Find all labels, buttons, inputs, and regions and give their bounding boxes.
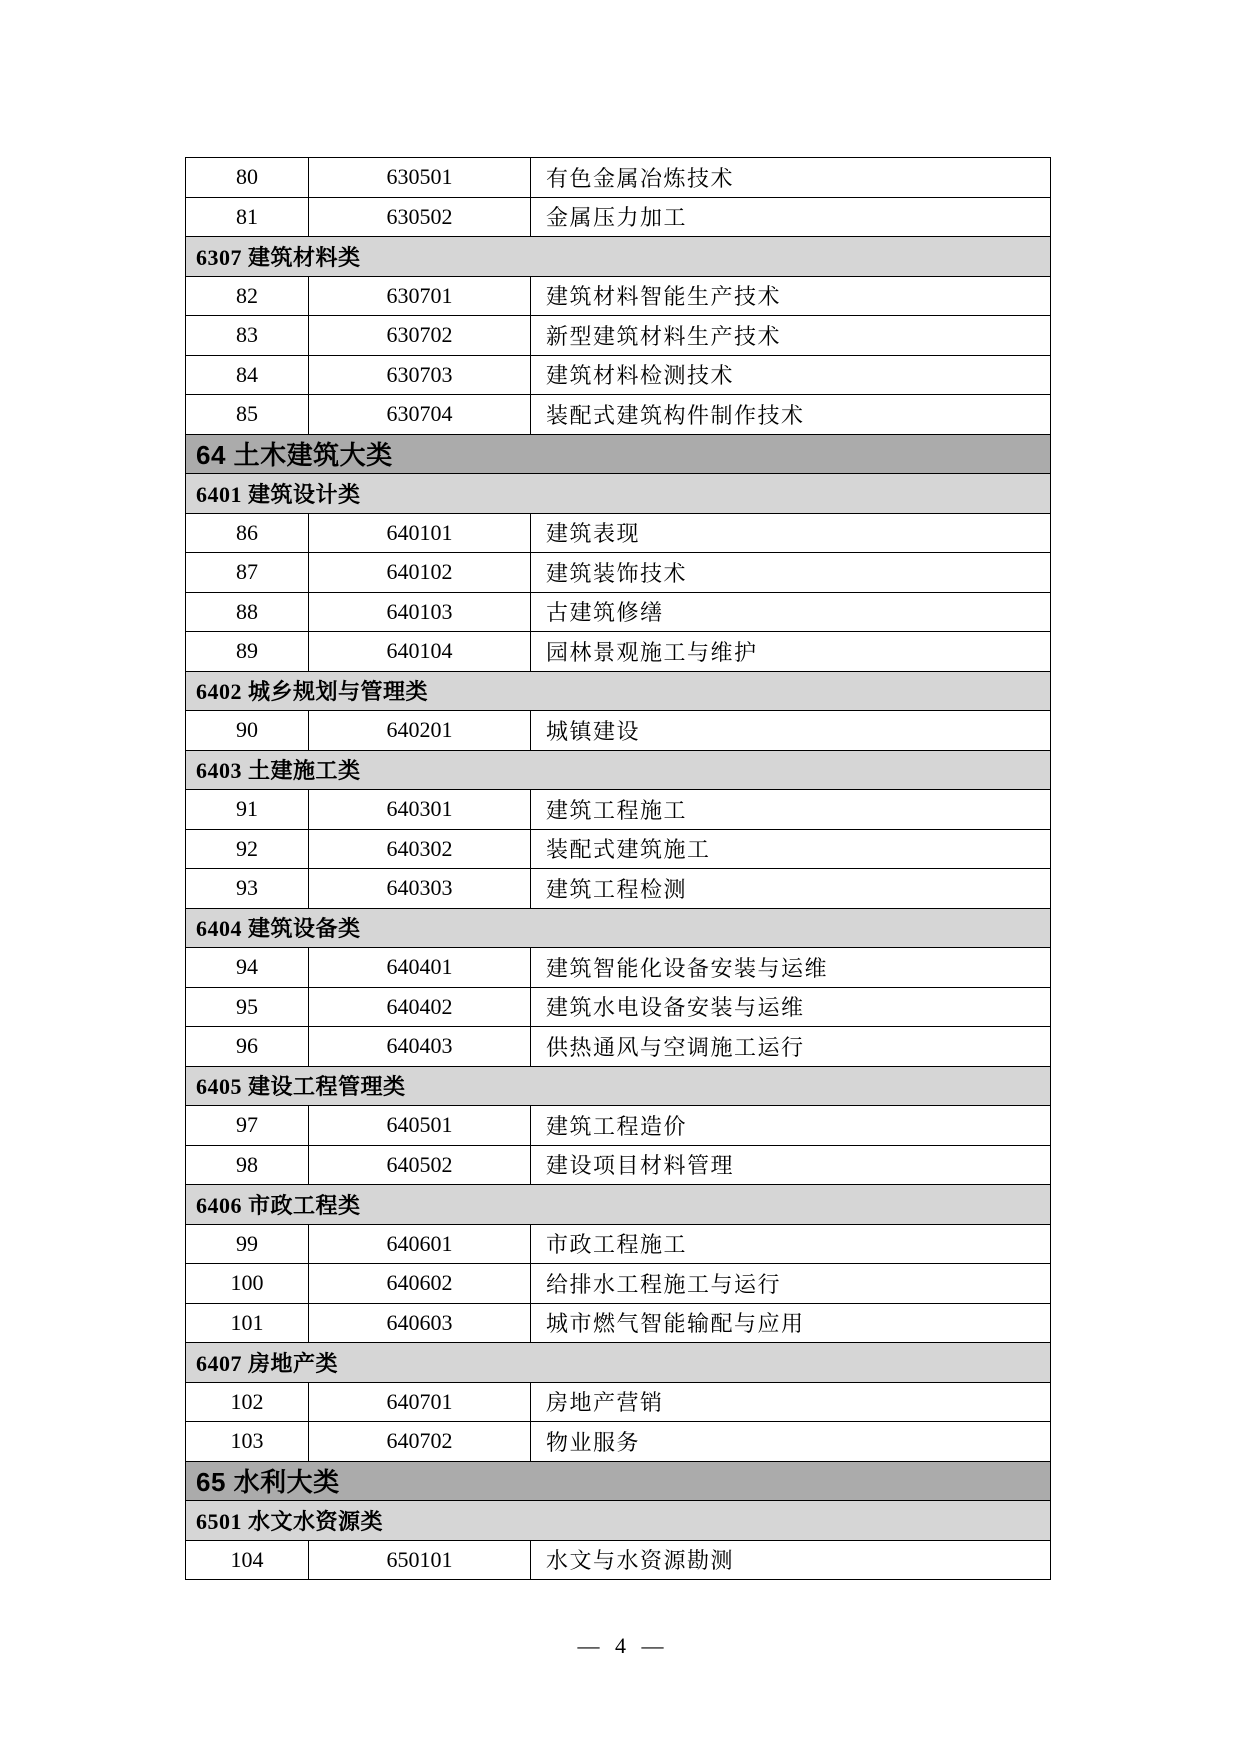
serial-number-cell: 102	[186, 1382, 309, 1422]
table-row	[186, 592, 1051, 632]
major-name-cell: 供热通风与空调施工运行	[531, 1027, 1051, 1067]
major-name-cell: 装配式建筑构件制作技术	[531, 395, 1051, 435]
serial-number-cell: 95	[186, 987, 309, 1027]
table-row	[186, 197, 1051, 237]
major-code-cell: 640101	[309, 513, 531, 553]
section-header-row	[186, 908, 1051, 948]
major-name-cell: 建筑工程造价	[531, 1106, 1051, 1146]
table-row	[186, 1224, 1051, 1264]
serial-number-cell: 91	[186, 790, 309, 830]
table-row	[186, 1145, 1051, 1185]
major-name-cell: 给排水工程施工与运行	[531, 1264, 1051, 1304]
major-code-cell: 640602	[309, 1264, 531, 1304]
major-code-cell: 630701	[309, 276, 531, 316]
serial-number-cell: 94	[186, 948, 309, 988]
section-header-label: 6403 土建施工类	[186, 750, 1051, 790]
category-header-row	[186, 434, 1051, 474]
majors-table-body	[186, 158, 1051, 1580]
major-code-cell: 650101	[309, 1540, 531, 1580]
major-name-cell: 建筑材料智能生产技术	[531, 276, 1051, 316]
table-row	[186, 790, 1051, 830]
section-header-label: 6401 建筑设计类	[186, 474, 1051, 514]
serial-number-cell: 85	[186, 395, 309, 435]
serial-number-cell: 88	[186, 592, 309, 632]
table-row	[186, 1382, 1051, 1422]
table-row	[186, 355, 1051, 395]
table-row	[186, 553, 1051, 593]
table-row	[186, 395, 1051, 435]
serial-number-cell: 103	[186, 1422, 309, 1462]
serial-number-cell: 83	[186, 316, 309, 356]
major-code-cell: 630501	[309, 158, 531, 198]
major-code-cell: 640303	[309, 869, 531, 909]
major-name-cell: 新型建筑材料生产技术	[531, 316, 1051, 356]
serial-number-cell: 86	[186, 513, 309, 553]
major-code-cell: 640501	[309, 1106, 531, 1146]
major-code-cell: 630702	[309, 316, 531, 356]
major-name-cell: 房地产营销	[531, 1382, 1051, 1422]
major-name-cell: 城市燃气智能输配与应用	[531, 1303, 1051, 1343]
serial-number-cell: 90	[186, 711, 309, 751]
section-header-label: 6405 建设工程管理类	[186, 1066, 1051, 1106]
major-name-cell: 物业服务	[531, 1422, 1051, 1462]
major-name-cell: 建筑表现	[531, 513, 1051, 553]
category-header-label: 65 水利大类	[186, 1461, 1051, 1501]
major-name-cell: 建筑材料检测技术	[531, 355, 1051, 395]
table-row	[186, 513, 1051, 553]
table-row	[186, 987, 1051, 1027]
serial-number-cell: 98	[186, 1145, 309, 1185]
serial-number-cell: 92	[186, 829, 309, 869]
section-header-row	[186, 1343, 1051, 1383]
table-row	[186, 316, 1051, 356]
section-header-label: 6402 城乡规划与管理类	[186, 671, 1051, 711]
major-code-cell: 640502	[309, 1145, 531, 1185]
section-header-label: 6404 建筑设备类	[186, 908, 1051, 948]
section-header-label: 6407 房地产类	[186, 1343, 1051, 1383]
section-header-row	[186, 237, 1051, 277]
table-row	[186, 1106, 1051, 1146]
table-row	[186, 1422, 1051, 1462]
serial-number-cell: 104	[186, 1540, 309, 1580]
major-name-cell: 建筑智能化设备安装与运维	[531, 948, 1051, 988]
major-name-cell: 金属压力加工	[531, 197, 1051, 237]
serial-number-cell: 93	[186, 869, 309, 909]
serial-number-cell: 87	[186, 553, 309, 593]
major-name-cell: 水文与水资源勘测	[531, 1540, 1051, 1580]
major-code-cell: 640603	[309, 1303, 531, 1343]
serial-number-cell: 100	[186, 1264, 309, 1304]
table-row	[186, 711, 1051, 751]
section-header-row	[186, 1066, 1051, 1106]
serial-number-cell: 89	[186, 632, 309, 672]
major-name-cell: 有色金属冶炼技术	[531, 158, 1051, 198]
section-header-row	[186, 750, 1051, 790]
major-code-cell: 640601	[309, 1224, 531, 1264]
major-name-cell: 建筑装饰技术	[531, 553, 1051, 593]
serial-number-cell: 101	[186, 1303, 309, 1343]
major-code-cell: 640103	[309, 592, 531, 632]
major-code-cell: 640104	[309, 632, 531, 672]
serial-number-cell: 97	[186, 1106, 309, 1146]
major-code-cell: 640402	[309, 987, 531, 1027]
serial-number-cell: 84	[186, 355, 309, 395]
major-code-cell: 640301	[309, 790, 531, 830]
major-name-cell: 建筑工程施工	[531, 790, 1051, 830]
major-name-cell: 装配式建筑施工	[531, 829, 1051, 869]
serial-number-cell: 99	[186, 1224, 309, 1264]
major-code-cell: 630703	[309, 355, 531, 395]
major-name-cell: 古建筑修缮	[531, 592, 1051, 632]
table-row	[186, 632, 1051, 672]
major-name-cell: 市政工程施工	[531, 1224, 1051, 1264]
category-header-row	[186, 1461, 1051, 1501]
majors-code-table	[185, 157, 1051, 1580]
major-code-cell: 630704	[309, 395, 531, 435]
table-row	[186, 869, 1051, 909]
table-row	[186, 158, 1051, 198]
section-header-row	[186, 1501, 1051, 1541]
major-name-cell: 园林景观施工与维护	[531, 632, 1051, 672]
major-code-cell: 640401	[309, 948, 531, 988]
section-header-row	[186, 1185, 1051, 1225]
major-code-cell: 630502	[309, 197, 531, 237]
major-name-cell: 建设项目材料管理	[531, 1145, 1051, 1185]
section-header-label: 6406 市政工程类	[186, 1185, 1051, 1225]
section-header-label: 6307 建筑材料类	[186, 237, 1051, 277]
major-code-cell: 640102	[309, 553, 531, 593]
table-row	[186, 948, 1051, 988]
category-header-label: 64 土木建筑大类	[186, 434, 1051, 474]
serial-number-cell: 80	[186, 158, 309, 198]
table-row	[186, 1264, 1051, 1304]
table-row	[186, 1027, 1051, 1067]
major-name-cell: 城镇建设	[531, 711, 1051, 751]
section-header-row	[186, 671, 1051, 711]
serial-number-cell: 81	[186, 197, 309, 237]
section-header-label: 6501 水文水资源类	[186, 1501, 1051, 1541]
table-row	[186, 829, 1051, 869]
major-code-cell: 640302	[309, 829, 531, 869]
table-row	[186, 1303, 1051, 1343]
major-code-cell: 640403	[309, 1027, 531, 1067]
major-code-cell: 640701	[309, 1382, 531, 1422]
major-name-cell: 建筑水电设备安装与运维	[531, 987, 1051, 1027]
major-code-cell: 640201	[309, 711, 531, 751]
section-header-row	[186, 474, 1051, 514]
table-row	[186, 1540, 1051, 1580]
table-row	[186, 276, 1051, 316]
serial-number-cell: 82	[186, 276, 309, 316]
serial-number-cell: 96	[186, 1027, 309, 1067]
major-name-cell: 建筑工程检测	[531, 869, 1051, 909]
page-number: — 4 —	[577, 1633, 664, 1658]
major-code-cell: 640702	[309, 1422, 531, 1462]
